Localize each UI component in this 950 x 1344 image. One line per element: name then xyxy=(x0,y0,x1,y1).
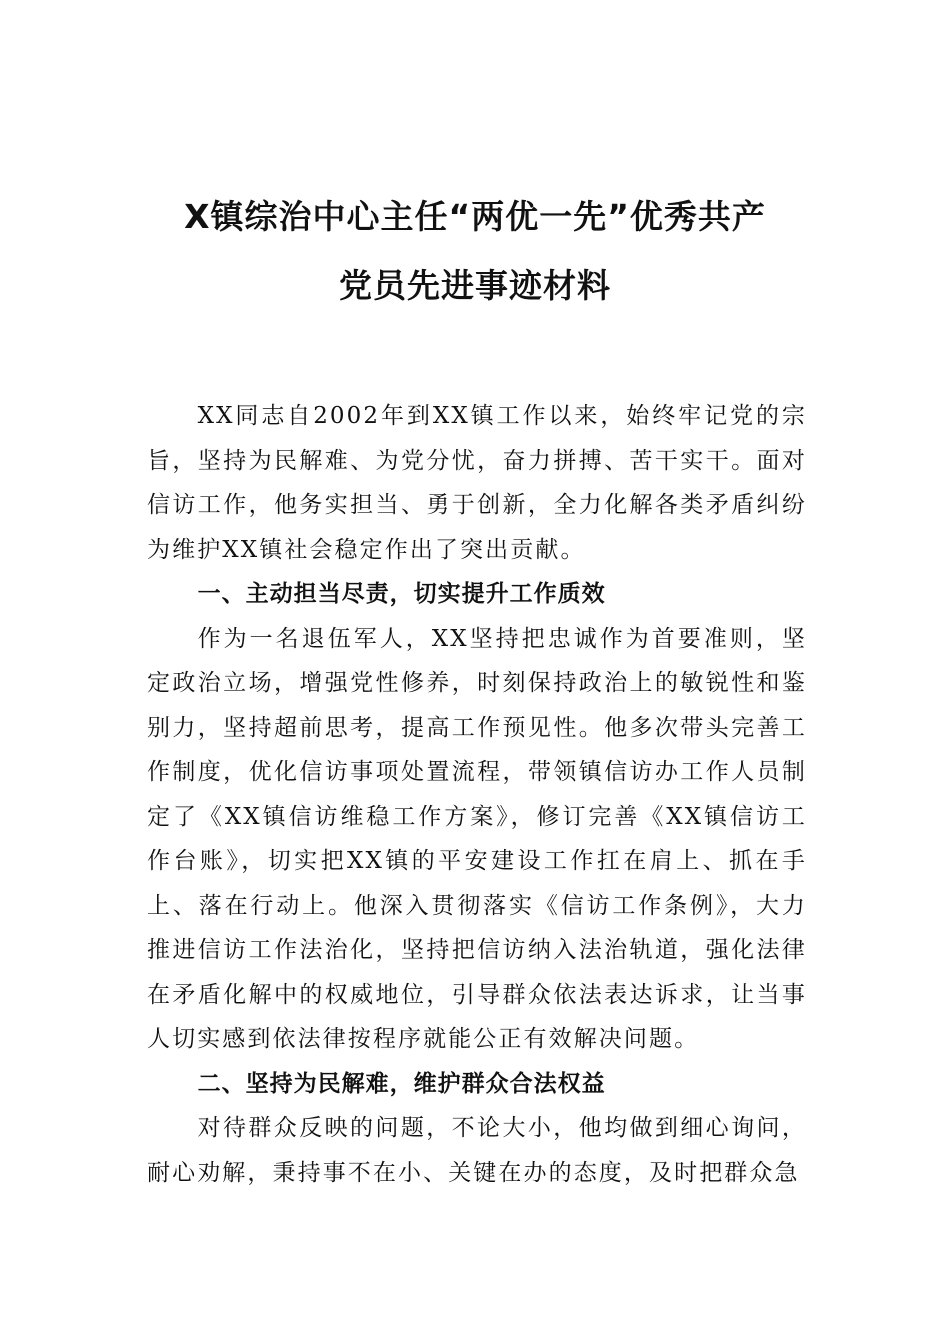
section-1-paragraph: 作为一名退伍军人，XX坚持把忠诚作为首要准则，坚定政治立场，增强党性修养，时刻保持政治上的敏锐性和鉴别力，坚持超前思考，提高工作预见性。他多次带头完善工作制度，优化信访事项处置流程，带领镇信访办工作人员制定了《XX镇信访维稳工作方案》，修订完善《XX镇信访工作台账》，切实把XX镇的平安建设工作扛在肩上、抓在手上、落在行动上。他深入贯彻落实《信访工作条例》，大力推进信访工作法治化，坚持把信访纳入法治轨道，强化法律在矛盾化解中的权威地位，引导群众依法表达诉求，让当事人切实感到依法律按程序就能公正有效解决问题。 xyxy=(147,625,807,1052)
section-2-heading: 二、坚持为民解难，维护群众合法权益 xyxy=(197,1070,606,1097)
document-title-line-2: 党员先进事迹材料 xyxy=(339,266,611,305)
document-body xyxy=(147,394,807,1195)
document-title-line-1: X镇综治中心主任“两优一先”优秀共产 xyxy=(184,197,766,236)
intro-paragraph: XX同志自2002年到XX镇工作以来，始终牢记党的宗旨，坚持为民解难、为党分忧，奋力拼搏、苦干实干。面对信访工作，他务实担当、勇于创新，全力化解各类矛盾纠纷为维护XX镇社会稳定作出了突出贡献。 xyxy=(147,403,807,563)
section-1-heading: 一、主动担当尽责，切实提升工作质效 xyxy=(197,581,606,607)
section-2-paragraph: 对待群众反映的问题，不论大小，他均做到细心询问，耐心劝解，秉持事不在小、关键在办的态度，及时把群众急 xyxy=(147,1115,807,1186)
